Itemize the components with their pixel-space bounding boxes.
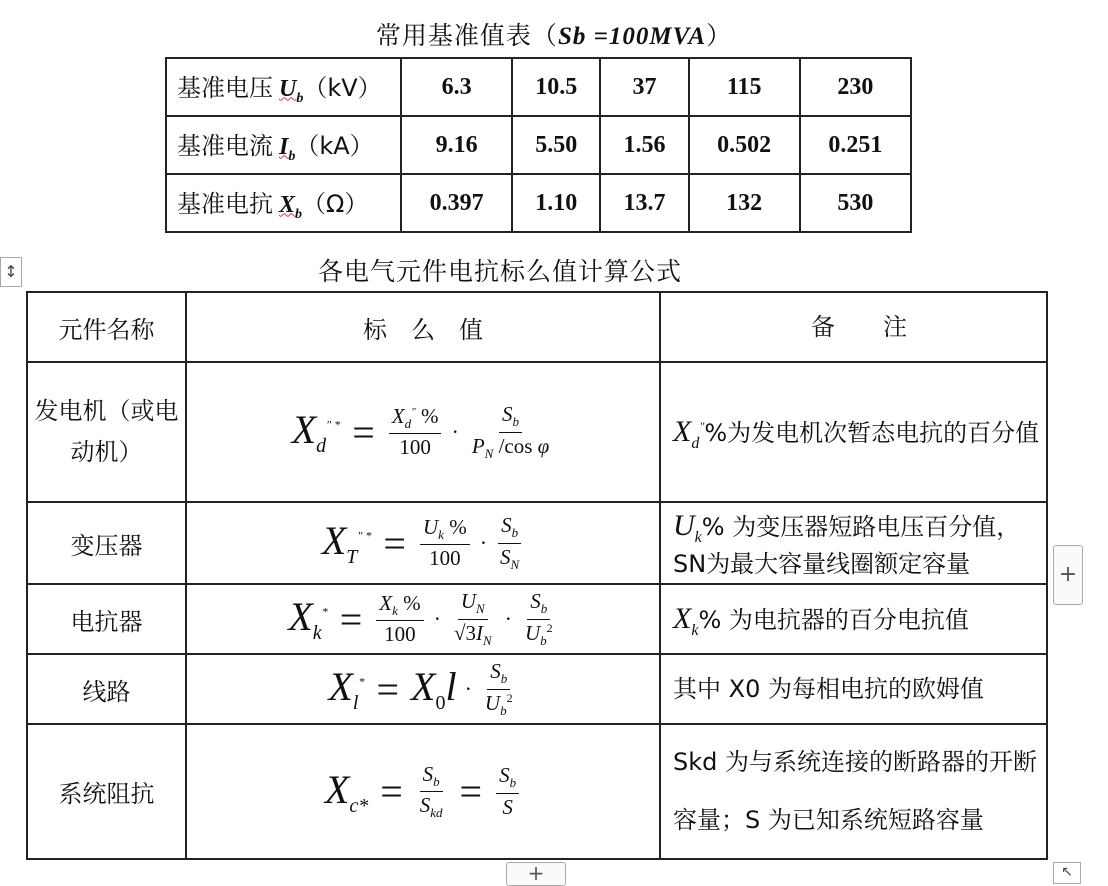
table-row (27, 362, 1047, 502)
note-text: Skd 为与系统连接的断路器的开断 (673, 747, 1037, 776)
note-text: %为发电机次暂态电抗的百分值 (704, 418, 1040, 447)
value-cell: 13.7 (600, 174, 688, 232)
note-text: % 为变压器短路电压百分值， (701, 513, 1021, 541)
value-cell: 0.251 (800, 116, 911, 174)
table-row (27, 654, 1047, 724)
value-cell: 115 (689, 58, 800, 116)
reactance-formula-table (26, 291, 1048, 860)
header-notes: 备 注 (660, 292, 1047, 362)
generator-formula: $X_d^{" *}$ = $\frac{X_d^" \%}{100}$ · $\frac{S_b}{P_N /\cos \varphi}$ (291, 402, 550, 461)
row-label: 基准电抗 $X_b(\Omega)$ (166, 174, 401, 232)
formula-cell (186, 362, 660, 502)
row-symbol: $I_b$ (279, 133, 296, 164)
value-cell: 132 (689, 174, 800, 232)
value-cell: 0.397 (401, 174, 512, 232)
resize-table-handle[interactable]: ↖ (1053, 862, 1081, 884)
row-symbol: $U_b$ (279, 75, 304, 106)
row-label: 基准电压 $U_b(kV)$ (166, 58, 401, 116)
reactor-formula: $X_k^*$ = $\frac{X_k \%}{100}$ · $\frac{U_N}{√3I_N}$ · $\frac{S_b}{U_b^2}$ (288, 589, 553, 648)
note-symbol: $X_k$ (673, 601, 699, 639)
note-symbol: $X_d^"$ (673, 414, 705, 452)
note-cell (660, 362, 1047, 502)
value-cell: 230 (800, 58, 911, 116)
table-row (166, 116, 911, 174)
table-header-row (27, 292, 1047, 362)
add-row-button[interactable]: + (506, 862, 566, 886)
system-impedance-formula: $X_{c*}$ = $\frac{S_b}{S_{kd}}$ = $\frac{S_b}{S}$ (325, 762, 521, 821)
value-cell: 0.502 (689, 116, 800, 174)
note-cell (660, 654, 1047, 724)
component-name: 电抗器 (27, 584, 186, 654)
formula-cell (186, 654, 660, 724)
note-symbol: $U_k$ (673, 509, 702, 546)
note-text-line2: 容量；S 为已知系统短路容量 (673, 805, 984, 834)
note-cell (660, 502, 1047, 584)
formula-cell (186, 502, 660, 584)
header-component-name: 元件名称 (27, 292, 186, 362)
transformer-formula: $X_T^{" *}$ = $\frac{U_k \%}{100}$ · $\frac{S_b}{S_N}$ (321, 513, 520, 572)
table-row (27, 502, 1047, 584)
component-name: 变压器 (27, 502, 186, 584)
value-cell: 10.5 (512, 58, 600, 116)
value-cell: 1.10 (512, 174, 600, 232)
value-cell: 6.3 (401, 58, 512, 116)
note-text-line2: SN为最大容量线圈额定容量 (673, 549, 971, 578)
formula-cell (186, 724, 660, 859)
row-symbol: $X_b$ (279, 191, 303, 222)
table2-title: 各电气元件电抗标么值计算公式 (317, 257, 682, 286)
table-row (27, 584, 1047, 654)
add-column-button[interactable]: + (1053, 545, 1083, 605)
component-name: 线路 (27, 654, 186, 724)
value-cell: 9.16 (401, 116, 512, 174)
note-text: 其中 X0 为每相电抗的欧姆值 (673, 675, 984, 703)
component-name: 系统阻抗 (27, 724, 186, 859)
value-cell: 530 (800, 174, 911, 232)
value-cell: 5.50 (512, 116, 600, 174)
note-cell (660, 584, 1047, 654)
table1-title-symbol: Sb =100MVA (557, 23, 707, 50)
value-cell: 1.56 (600, 116, 688, 174)
value-cell: 37 (600, 58, 688, 116)
formula-cell (186, 584, 660, 654)
note-cell (660, 724, 1047, 859)
table-row (166, 58, 911, 116)
header-per-unit: 标 么 值 (186, 292, 660, 362)
row-label: 基准电流 $I_b(kA)$ (166, 116, 401, 174)
component-name: 发电机（或电动机） (27, 362, 186, 502)
table-row (166, 174, 911, 232)
base-values-table (165, 57, 912, 233)
table1-title: 常用基准值表（Sb =100MVA） (375, 21, 733, 50)
note-text: % 为电抗器的百分电抗值 (698, 605, 969, 634)
table-row (27, 724, 1047, 859)
line-formula: $X_l^*$ = $X_0l$ · $\frac{S_b}{U_b^2}$ (328, 659, 513, 718)
move-table-icon[interactable]: ↕ (0, 257, 22, 287)
